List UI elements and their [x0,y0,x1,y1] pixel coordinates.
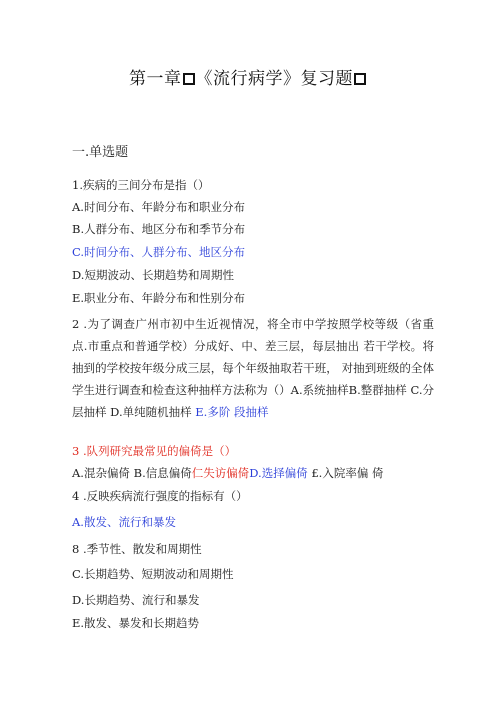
q4-option-e: E.散发、暴发和长期趋势 [72,616,200,630]
q1-option-b: B.人群分布、地区分布和季节分布 [72,222,246,236]
title-part-2: 《流行病学》复习题 [195,69,353,89]
q1-stem: 1.疾病的三间分布是指（） [72,178,210,192]
q4-stem: 4 .反映疾病流行强度的指标有（） [72,489,248,503]
q2-answer: E.多阶 段抽样 [195,405,269,419]
q1-option-e: E.职业分布、年龄分布和性别分布 [72,291,246,305]
q1-option-a: A.时间分布、年龄分布和职业分布 [72,200,245,214]
q3-option-e: £.入院率偏 倚 [307,466,384,480]
q3-option-a-b: A.混杂偏倚 B.信息偏倚 [72,466,192,480]
q3-option-d: D.选择偏倚 [249,466,308,480]
q3-options [72,465,384,481]
q4-option-d: D.长期趋势、流行和暴发 [72,593,200,607]
q2-stem: 2 .为了调查广州市初中生近视情况，将全市中学按照学校等级（省重点.市重点和普通学校）分成好、中、差三层，每层抽出 若干学校。将抽到的学校按年级分成三层，每个年级抽取若干班， 对抽到班级的全体学生进行调查和检查这种抽样方法称为（）A.系统抽样B.整群抽样 C.分层抽样 D.单纯随机抽样 [72,317,434,419]
missing-glyph-box-icon [354,73,366,85]
q1-option-d: D.短期波动、长期趋势和周期性 [72,268,234,282]
section-heading: 一.单选题 [72,145,129,160]
q3-stem: 3 .队列研究最常见的偏倚是（） [72,444,237,458]
missing-glyph-box-icon [183,73,195,85]
q3-option-c-answer: 仁失访偏倚 [191,466,250,480]
q2-paragraph [72,313,434,423]
q4-option-a-answer: A.散发、流行和暴发 [72,515,176,529]
q1-option-c-answer: C.时间分布、人群分布、地区分布 [72,245,246,259]
q4-option-b: 8 .季节性、散发和周期性 [72,542,202,556]
page-title [0,64,496,89]
title-part-1: 第一章 [129,69,182,89]
q4-option-c: C.长期趋势、短期波动和周期性 [72,567,234,581]
